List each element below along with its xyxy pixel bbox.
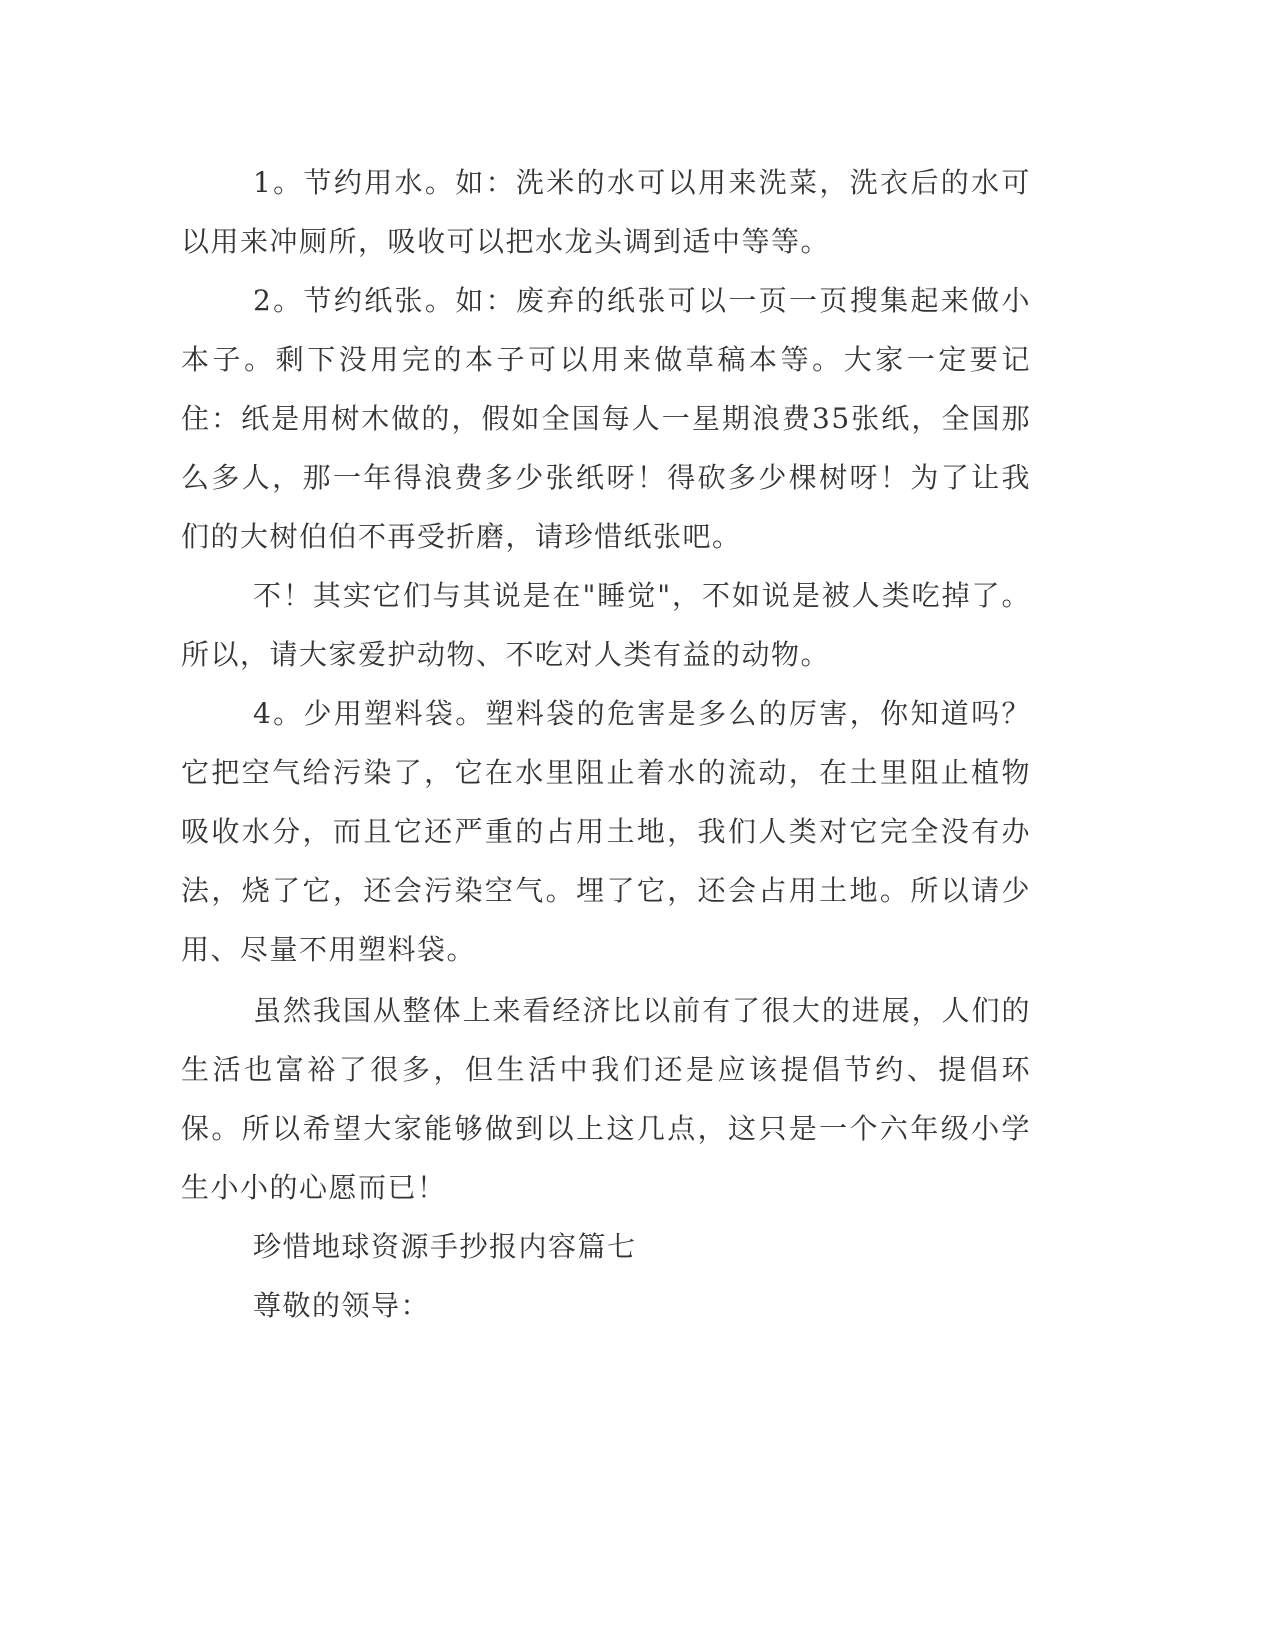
paragraph-protect-animals: 不！其实它们与其说是在"睡觉"，不如说是被人类吃掉了。所以，请大家爱护动物、不吃对人类有益的动物。 — [181, 579, 1031, 671]
document-body — [181, 153, 1031, 1335]
paragraph-save-water: 1。节约用水。如：洗米的水可以用来洗菜，洗衣后的水可以用来冲厕所，吸收可以把水龙头调到适中等等。 — [181, 166, 1031, 258]
salutation: 尊敬的领导： — [253, 1289, 431, 1322]
paragraph-save-paper: 2。节约纸张。如：废弃的纸张可以一页一页搜集起来做小本子。剩下没用完的本子可以用来做草稿本等。大家一定要记住：纸是用树木做的，假如全国每人一星期浪费35张纸，全国那么多人，那一年得浪费多少张纸呀！得砍多少棵树呀！为了让我们的大树伯伯不再受折磨，请珍惜纸张吧。 — [181, 284, 1031, 553]
paragraph-plastic-bags: 4。少用塑料袋。塑料袋的危害是多么的厉害，你知道吗？它把空气给污染了，它在水里阻止着水的流动，在土里阻止植物吸收水分，而且它还严重的占用土地，我们人类对它完全没有办法，烧了它，还会污染空气。埋了它，还会占用土地。所以请少用、尽量不用塑料袋。 — [181, 697, 1031, 966]
paragraph-conclusion: 虽然我国从整体上来看经济比以前有了很大的进展，人们的生活也富裕了很多，但生活中我们还是应该提倡节约、提倡环保。所以希望大家能够做到以上这几点，这只是一个六年级小学生小小的心愿而已！ — [181, 994, 1031, 1204]
section-heading: 珍惜地球资源手抄报内容篇七 — [253, 1230, 637, 1263]
